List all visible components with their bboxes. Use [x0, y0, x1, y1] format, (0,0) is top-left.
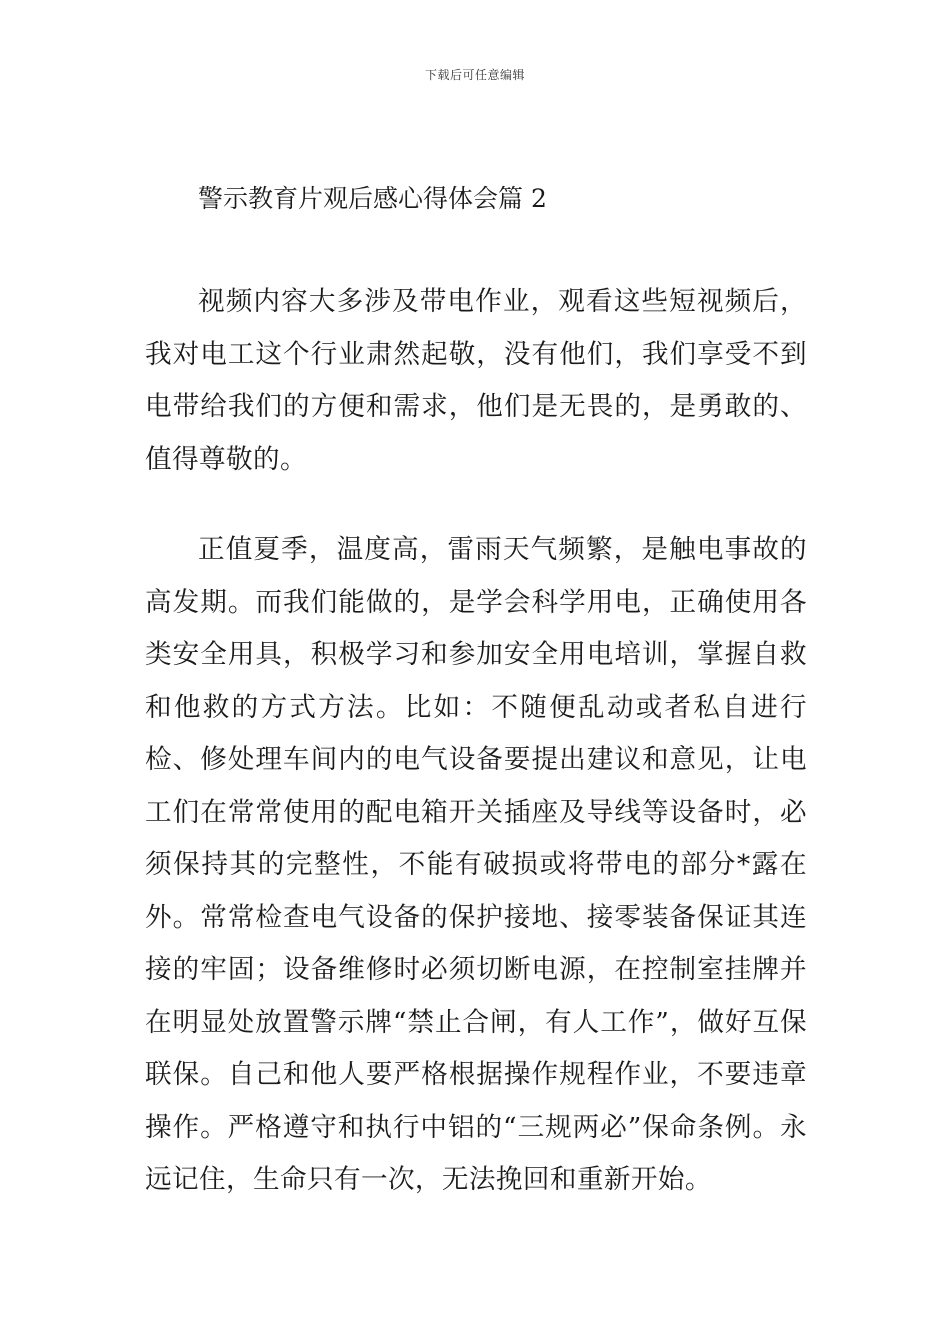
header-note: 下载后可任意编辑 — [424, 68, 525, 82]
paragraph-1: 视频内容大多涉及带电作业，观看这些短视频后，我对电工这个行业肃然起敬，没有他们，我们享受不到电带给我们的方便和需求，他们是无畏的，是勇敢的、值得尊敬的。 — [145, 286, 807, 475]
paragraph-2: 正值夏季，温度高，雷雨天气频繁，是触电事故的高发期。而我们能做的，是学会科学用电，正确使用各类安全用具，积极学习和参加安全用电培训，掌握自救和他救的方式方法。比如：不随便乱动或者私自进行检、修处理车间内的电气设备要提出建议和意见，让电工们在常常使用的配电箱开关插座及导线等设备时，必须保持其的完整性，不能有破损或将带电的部分*露在外。常常检查电气设备的保护接地、接零装备保证其连接的牢固；设备维修时必须切断电源，在控制室挂牌并在明显处放置警示牌“禁止合闸，有人工作”，做好互保联保。自己和他人要严格根据操作规程作业，不要违章操作。严格遵守和执行中铝的“三规两必”保命条例。永远记住，生命只有一次，无法挽回和重新开始。 — [145, 534, 807, 1195]
document-title: 警示教育片观后感心得体会篇 2 — [198, 184, 547, 213]
